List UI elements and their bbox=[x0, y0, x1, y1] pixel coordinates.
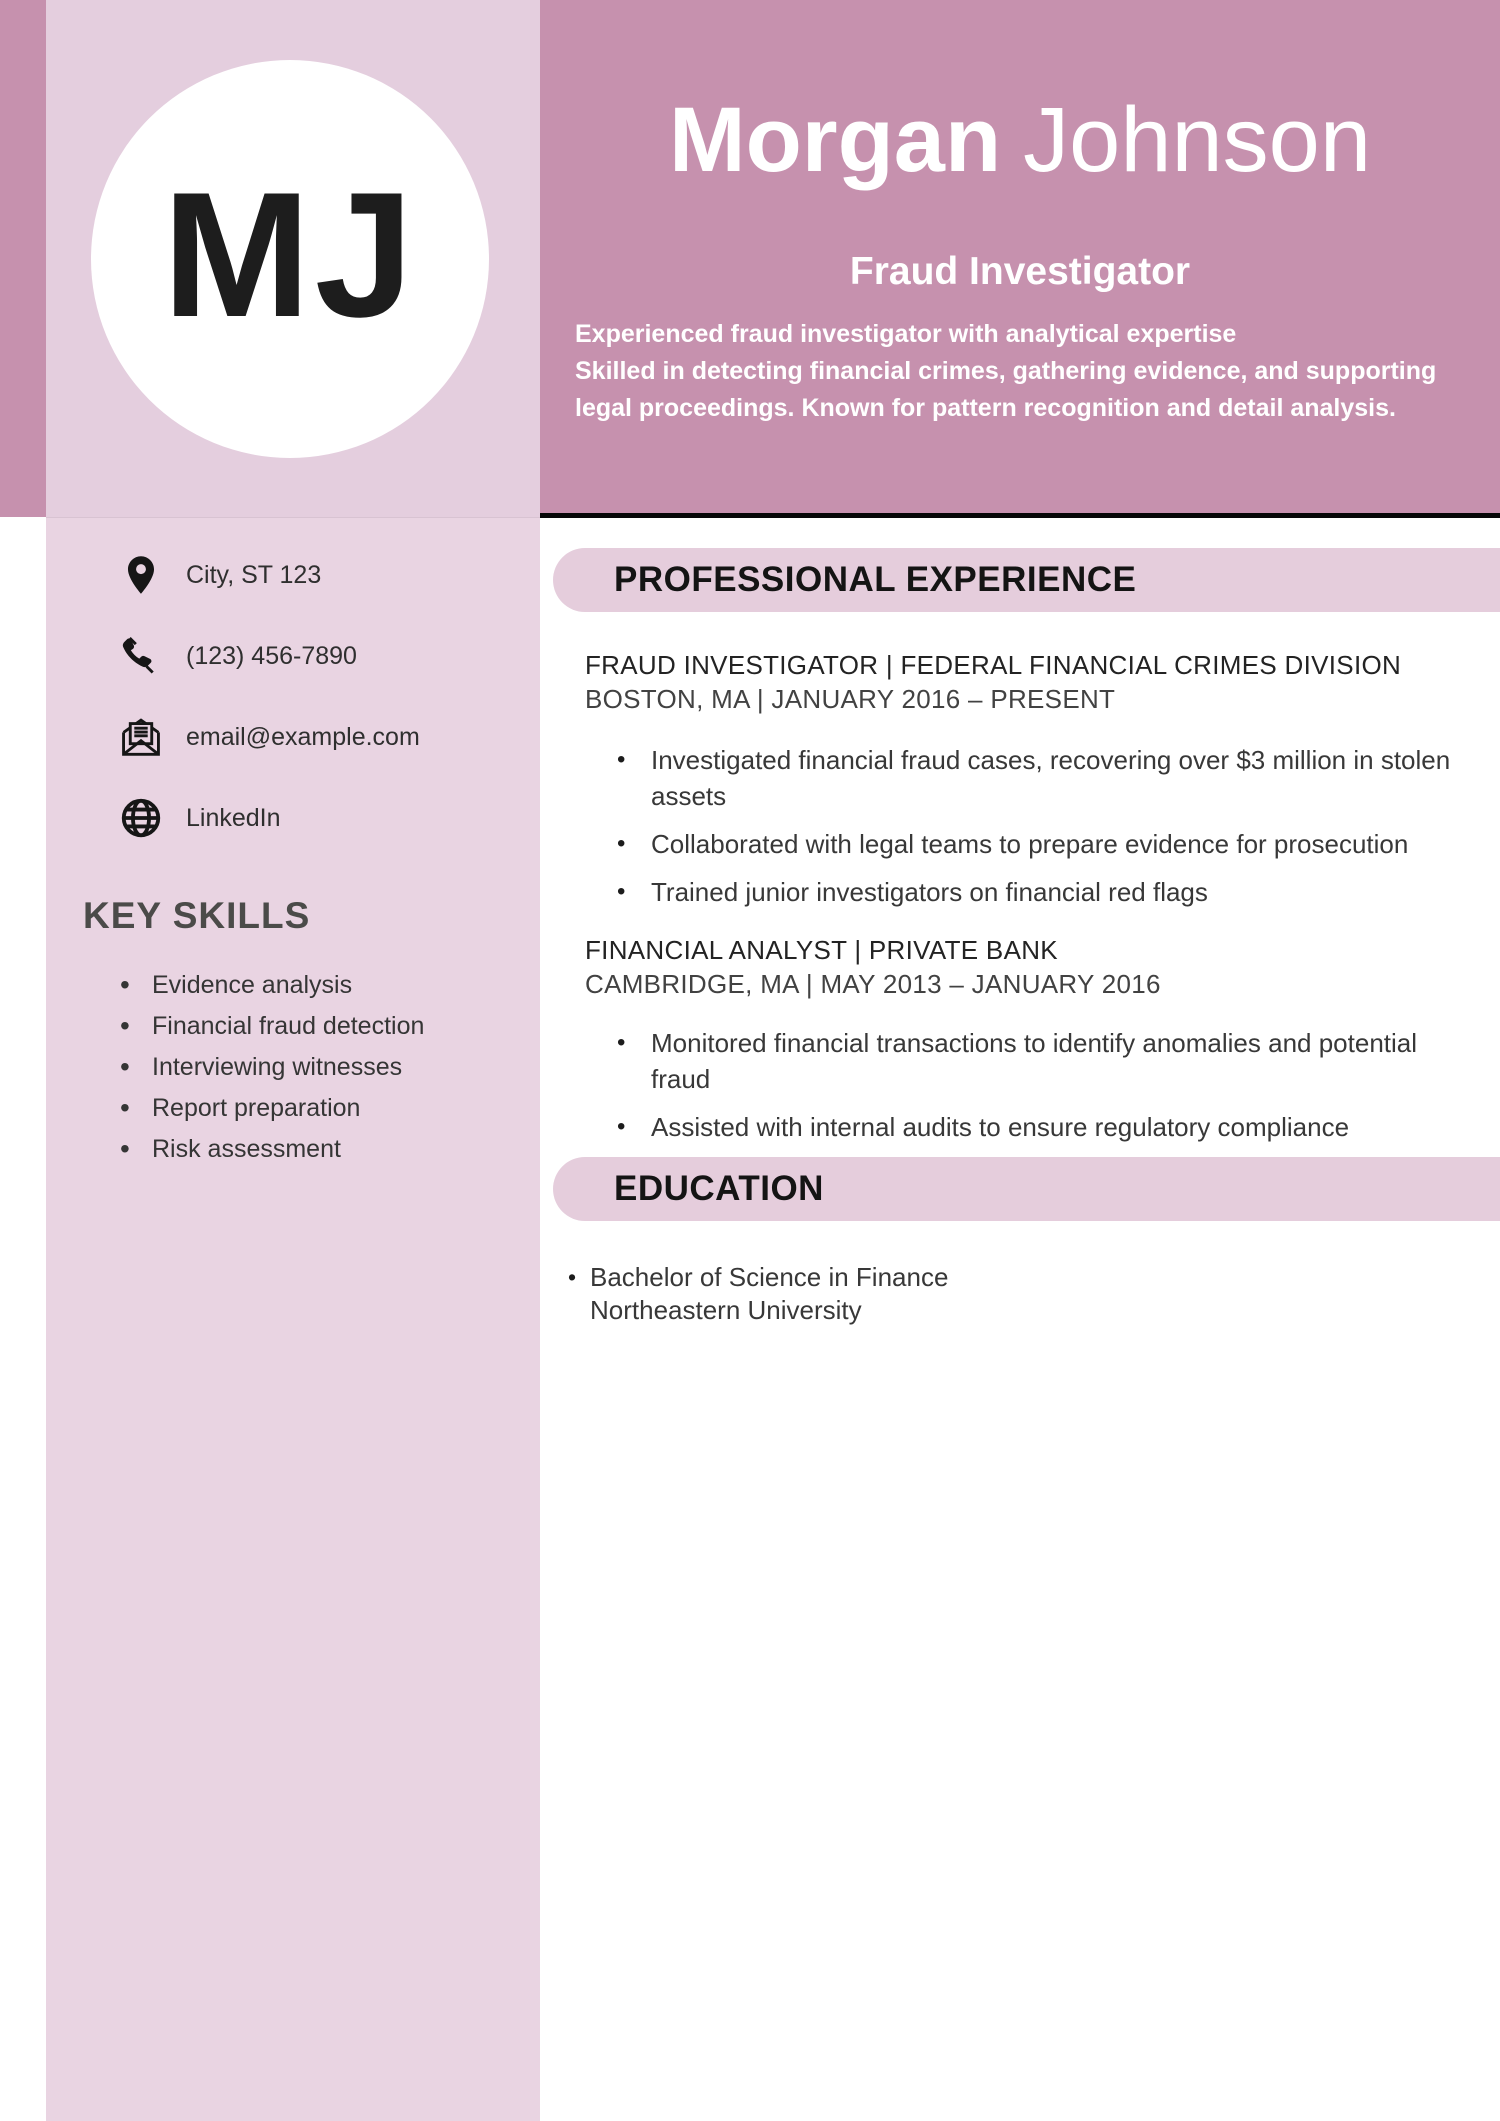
contact-row-phone bbox=[116, 632, 420, 680]
skill-label: Report preparation bbox=[152, 1094, 361, 1122]
bullet-text: Assisted with internal audits to ensure regulatory compliance bbox=[651, 1112, 1350, 1142]
email-icon bbox=[116, 713, 166, 761]
bullet-dot-icon bbox=[568, 1261, 590, 1327]
list-item bbox=[617, 874, 1500, 910]
list-item bbox=[617, 1109, 1500, 1145]
contact-phone-label: (123) 456-7890 bbox=[186, 641, 357, 670]
left-accent-strip bbox=[0, 0, 46, 517]
contact-row-location bbox=[116, 551, 420, 599]
skill-item bbox=[120, 1047, 424, 1088]
bullet-dot-icon bbox=[617, 826, 651, 862]
bullet-dot-icon bbox=[617, 1109, 651, 1145]
bullet-dot-icon bbox=[120, 1047, 152, 1088]
list-item bbox=[617, 1025, 1500, 1097]
contact-email-label: email@example.com bbox=[186, 722, 420, 751]
list-item bbox=[617, 826, 1500, 862]
skill-label: Financial fraud detection bbox=[152, 1012, 425, 1040]
bullet-text: Investigated financial fraud cases, recovering over $3 million in stolen assets bbox=[651, 745, 1451, 811]
list-item bbox=[617, 742, 1500, 814]
skill-item bbox=[120, 965, 424, 1006]
contact-location-label: City, ST 123 bbox=[186, 560, 322, 589]
education-school: Northeastern University bbox=[590, 1295, 862, 1325]
bullet-text: Monitored financial transactions to identify anomalies and potential fraud bbox=[651, 1028, 1418, 1094]
section-banner-experience bbox=[553, 548, 1500, 612]
education-degree: Bachelor of Science in Finance bbox=[590, 1262, 949, 1292]
bullet-dot-icon bbox=[617, 742, 651, 814]
key-skills-list bbox=[120, 965, 424, 1170]
job-title: FRAUD INVESTIGATOR | FEDERAL FINANCIAL CRIMES DIVISION bbox=[585, 650, 1402, 680]
job-title: FINANCIAL ANALYST | PRIVATE BANK bbox=[585, 935, 1058, 965]
section-banner-education bbox=[553, 1157, 1500, 1221]
summary-line: Experienced fraud investigator with analytical expertise bbox=[575, 320, 1237, 348]
education-heading: EDUCATION bbox=[614, 1169, 824, 1208]
key-skills-heading: KEY SKILLS bbox=[83, 895, 311, 936]
monogram-initials: MJ bbox=[162, 155, 418, 354]
skill-label: Interviewing witnesses bbox=[152, 1053, 403, 1081]
list-item bbox=[568, 1261, 1500, 1327]
skill-item bbox=[120, 1088, 424, 1129]
profile-summary bbox=[575, 316, 1490, 427]
contact-linkedin-label: LinkedIn bbox=[186, 803, 281, 832]
bullet-text: Collaborated with legal teams to prepare evidence for prosecution bbox=[651, 829, 1409, 859]
education-list bbox=[568, 1261, 1500, 1327]
job-bullet-list bbox=[617, 742, 1500, 910]
bullet-dot-icon bbox=[617, 1025, 651, 1097]
bullet-dot-icon bbox=[120, 965, 152, 1006]
bullet-text: Trained junior investigators on financial red flags bbox=[651, 877, 1208, 907]
first-name: Morgan bbox=[668, 89, 1002, 191]
profile-role: Fraud Investigator bbox=[849, 250, 1191, 293]
skill-label: Risk assessment bbox=[152, 1135, 341, 1163]
contact-list bbox=[116, 551, 420, 842]
bullet-dot-icon bbox=[120, 1088, 152, 1129]
education-text bbox=[590, 1261, 948, 1327]
job-entry bbox=[585, 648, 1500, 716]
contact-row-linkedin bbox=[116, 794, 420, 842]
sidebar bbox=[46, 0, 540, 2121]
avatar bbox=[91, 60, 489, 458]
job-meta: CAMBRIDGE, MA | MAY 2013 – JANUARY 2016 bbox=[585, 969, 1161, 999]
bullet-dot-icon bbox=[120, 1006, 152, 1047]
profile-name bbox=[540, 90, 1500, 191]
skill-item bbox=[120, 1006, 424, 1047]
phone-icon bbox=[116, 632, 166, 680]
main-column bbox=[540, 518, 1500, 1327]
experience-heading: PROFESSIONAL EXPERIENCE bbox=[614, 560, 1137, 599]
job-entry bbox=[585, 933, 1500, 1001]
bullet-dot-icon bbox=[617, 874, 651, 910]
job-meta: BOSTON, MA | JANUARY 2016 – PRESENT bbox=[585, 684, 1116, 714]
bullet-dot-icon bbox=[120, 1129, 152, 1170]
globe-icon bbox=[116, 794, 166, 842]
skill-label: Evidence analysis bbox=[152, 971, 353, 999]
summary-line: legal proceedings. Known for pattern recognition and detail analysis. bbox=[575, 394, 1396, 422]
job-bullet-list bbox=[617, 1025, 1500, 1145]
contact-row-email bbox=[116, 713, 420, 761]
skill-item bbox=[120, 1129, 424, 1170]
header-block bbox=[540, 0, 1500, 518]
last-name: Johnson bbox=[1023, 89, 1372, 191]
summary-line: Skilled in detecting financial crimes, gathering evidence, and supporting bbox=[575, 357, 1437, 385]
location-pin-icon bbox=[116, 551, 166, 599]
